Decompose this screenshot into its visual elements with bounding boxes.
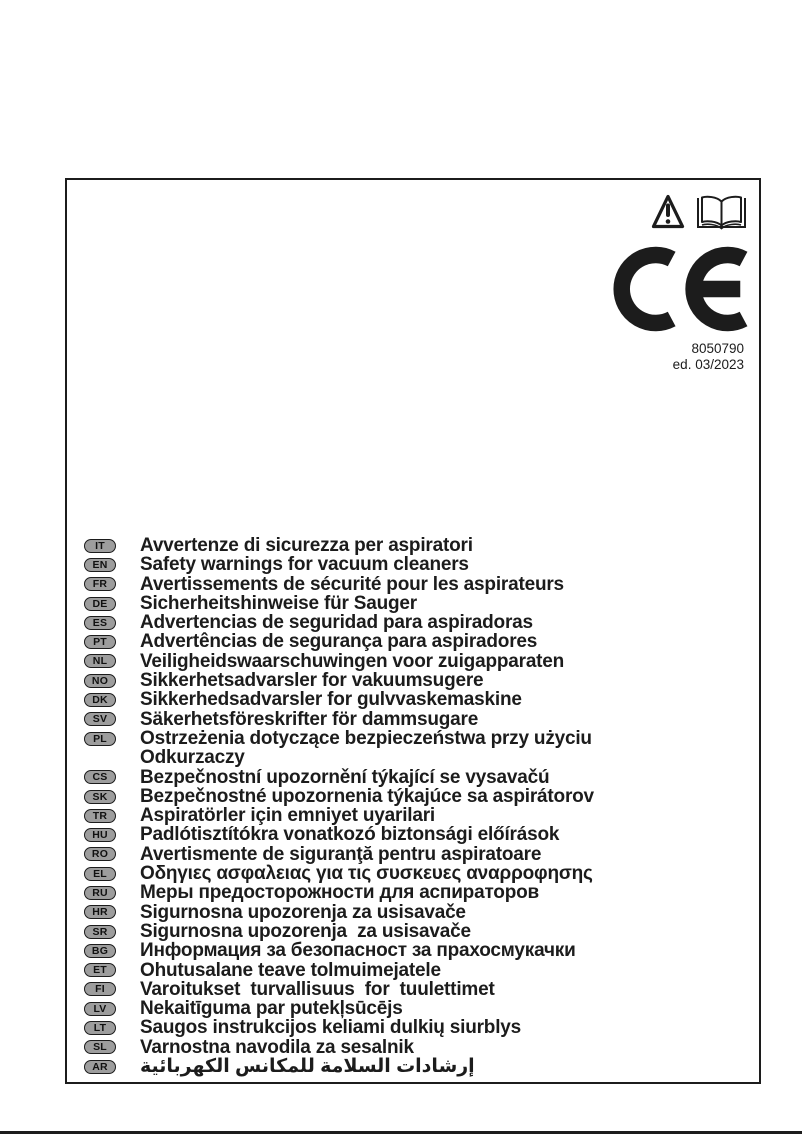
language-row xyxy=(84,555,744,574)
language-warning-text: Säkerhetsföreskrifter för dammsugare xyxy=(140,708,479,730)
language-code-badge: ES xyxy=(84,616,116,630)
language-row xyxy=(84,1038,744,1057)
language-warning-text: Bezpečnostní upozornění týkající se vysavačú xyxy=(140,766,550,788)
language-row xyxy=(84,652,744,671)
language-row xyxy=(84,536,744,555)
language-warning-text: Bezpečnostné upozornenia týkajúce sa aspirátorov xyxy=(140,785,594,807)
language-list xyxy=(84,536,744,1076)
language-code-badge: AR xyxy=(84,1060,116,1074)
language-code-badge: EN xyxy=(84,558,116,572)
language-row xyxy=(84,787,744,806)
read-manual-icon xyxy=(695,192,748,233)
language-warning-text: Varnostna navodila za sesalnik xyxy=(140,1036,414,1058)
language-warning-text: Advertências de segurança para aspiradores xyxy=(140,631,538,653)
edition: ed. 03/2023 xyxy=(672,357,744,372)
language-row xyxy=(84,941,744,960)
language-warning-text: Sigurnosna upozorenja za usisavače xyxy=(140,901,466,923)
language-row xyxy=(84,845,744,864)
language-row xyxy=(84,1057,744,1076)
language-code-badge: CS xyxy=(84,770,116,784)
language-code-badge: SK xyxy=(84,790,116,804)
language-row xyxy=(84,980,744,999)
language-code-badge: PL xyxy=(84,732,116,746)
language-row xyxy=(84,903,744,922)
language-code-badge: DK xyxy=(84,693,116,707)
language-warning-text: Οδηγιες ασφαλειας για τις συσκευες αναρροφησης xyxy=(140,863,593,885)
language-warning-text: Ohutusalane teave tolmuimejatele xyxy=(140,959,441,981)
language-row xyxy=(84,748,744,767)
language-row xyxy=(84,999,744,1018)
language-row xyxy=(84,768,744,787)
language-code-badge: TR xyxy=(84,809,116,823)
language-warning-text: Safety warnings for vacuum cleaners xyxy=(140,554,469,576)
language-warning-text: Sigurnosna upozorenja za usisavače xyxy=(140,920,471,942)
language-warning-text: Aspiratörler için emniyet uyarilari xyxy=(140,805,436,827)
language-code-badge: NO xyxy=(84,674,116,688)
language-code-badge: DE xyxy=(84,597,116,611)
language-row xyxy=(84,1018,744,1037)
language-row xyxy=(84,825,744,844)
language-code-badge: LT xyxy=(84,1021,116,1035)
language-row xyxy=(84,671,744,690)
language-row xyxy=(84,710,744,729)
content-border-box xyxy=(65,178,761,1084)
language-row xyxy=(84,922,744,941)
warning-triangle-icon xyxy=(651,193,685,231)
edition-block xyxy=(673,341,744,373)
language-code-badge: RU xyxy=(84,886,116,900)
language-warning-text: Advertencias de seguridad para aspiradoras xyxy=(140,612,533,634)
language-code-badge: FR xyxy=(84,577,116,591)
language-row xyxy=(84,575,744,594)
language-warning-text: Saugos instrukcijos keliami dulkių siurblys xyxy=(140,1017,522,1039)
language-warning-text: Меры предосторожности для аспираторов xyxy=(140,882,540,904)
language-warning-text: Информация за безопасност за прахосмукачки xyxy=(140,940,576,962)
language-code-badge: FI xyxy=(84,982,116,996)
language-code-badge: EL xyxy=(84,867,116,881)
language-warning-text: Sicherheitshinweise für Sauger xyxy=(140,592,417,614)
language-code-badge: NL xyxy=(84,654,116,668)
language-row xyxy=(84,690,744,709)
language-warning-text: Avertissements de sécurité pour les aspirateurs xyxy=(140,573,564,595)
language-warning-text: إرشادات السلامة للمكانس الكهربائية xyxy=(140,1056,475,1078)
language-code-badge: PT xyxy=(84,635,116,649)
language-row xyxy=(84,806,744,825)
language-warning-text: Avertismente de siguranţă pentru aspiratoare xyxy=(140,843,542,865)
language-warning-text: Sikkerhetsadvarsler for vakuumsugere xyxy=(140,670,484,692)
language-warning-text: Nekaitīguma par putekļsūcējs xyxy=(140,998,403,1020)
part-number: 8050790 xyxy=(691,341,744,356)
language-code-badge: LV xyxy=(84,1002,116,1016)
language-row xyxy=(84,613,744,632)
bottom-page-rule xyxy=(0,1131,802,1134)
language-warning-text: Sikkerhedsadvarsler for gulvvaskemaskine xyxy=(140,689,522,711)
language-row xyxy=(84,594,744,613)
language-warning-text: Odkurzaczy xyxy=(140,747,245,769)
language-code-badge: SV xyxy=(84,712,116,726)
language-warning-text: Veiligheidswaarschuwingen voor zuigapparaten xyxy=(140,650,565,672)
language-row xyxy=(84,864,744,883)
language-code-badge: IT xyxy=(84,539,116,553)
language-code-badge: RO xyxy=(84,847,116,861)
language-warning-text: Ostrzeżenia dotyczące bezpieczeństwa przy użyciu xyxy=(140,727,592,749)
ce-mark xyxy=(613,243,749,335)
language-code-badge: BG xyxy=(84,944,116,958)
language-code-badge: SL xyxy=(84,1040,116,1054)
language-row xyxy=(84,961,744,980)
language-code-badge: ET xyxy=(84,963,116,977)
language-row xyxy=(84,729,744,748)
language-row xyxy=(84,632,744,651)
language-code-badge: HR xyxy=(84,905,116,919)
language-code-badge: HU xyxy=(84,828,116,842)
language-row xyxy=(84,883,744,902)
language-warning-text: Padlótisztítókra vonatkozó biztonsági előírások xyxy=(140,824,560,846)
language-warning-text: Avvertenze di sicurezza per aspiratori xyxy=(140,535,473,556)
language-warning-text: Varoitukset turvallisuus for tuulettimet xyxy=(140,978,495,1000)
language-code-badge: SR xyxy=(84,925,116,939)
